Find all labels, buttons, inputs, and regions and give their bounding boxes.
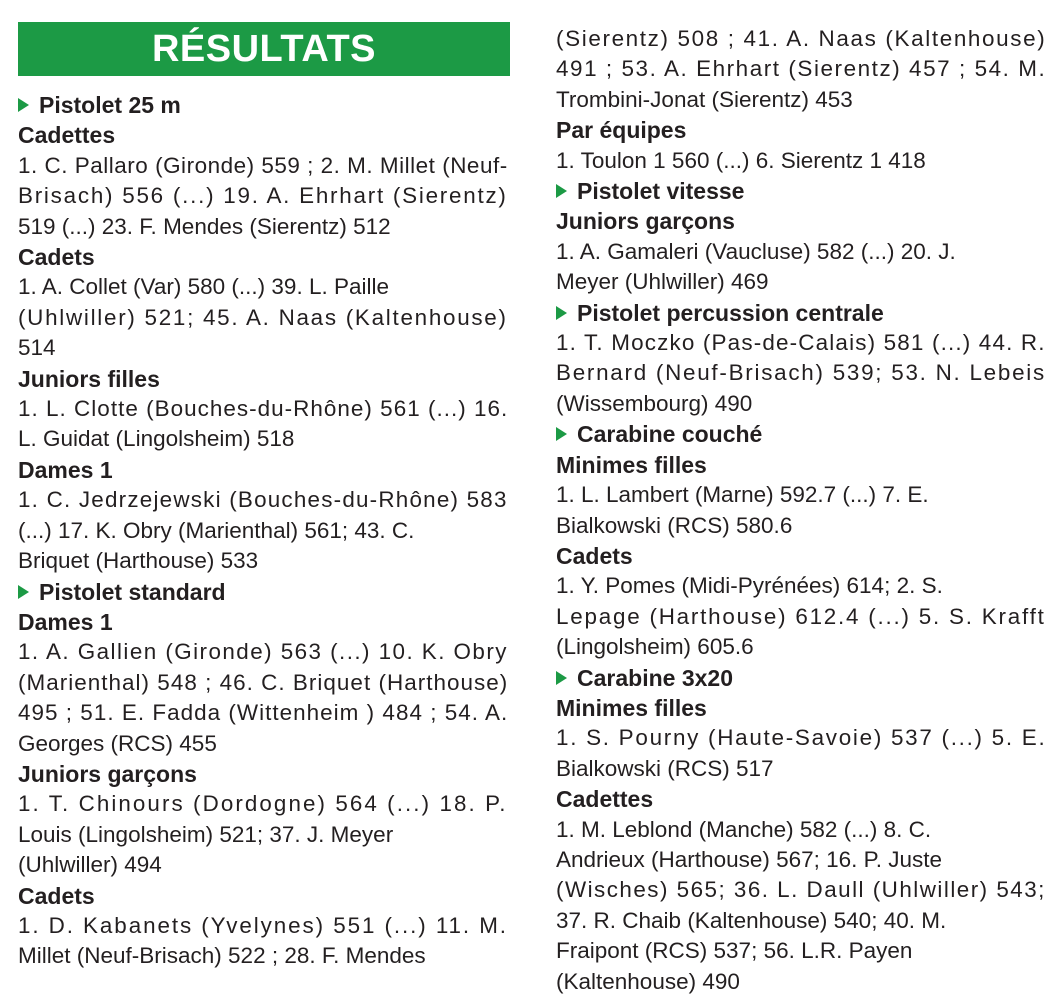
result-line: L. Guidat (Lingolsheim) 518	[18, 426, 295, 452]
event-heading-text: Carabine 3x20	[577, 664, 733, 691]
result-line: (Sierentz) 508 ; 41. A. Naas (Kaltenhouse)	[556, 26, 1047, 51]
result-line: (Wissembourg) 490	[556, 390, 753, 416]
category-heading: Cadettes	[18, 122, 116, 149]
result-line: 1. A. Collet (Var) 580 (...) 39. L. Paille	[18, 274, 389, 300]
result-line: 1. A. Gallien (Gironde) 563 (...) 10. K. Obry	[18, 639, 508, 665]
result-line: Briquet (Harthouse) 533	[18, 548, 259, 574]
result-line: Bialkowski (RCS) 580.6	[556, 512, 793, 538]
triangle-bullet-icon	[18, 585, 29, 599]
result-line: Brisach) 556 (...) 19. A. Ehrhart (Sierentz)	[18, 183, 508, 209]
category-heading: Cadets	[556, 542, 633, 569]
event-heading	[18, 90, 510, 120]
triangle-bullet-icon	[556, 184, 567, 198]
result-line: 1. Y. Pomes (Midi-Pyrénées) 614; 2. S.	[556, 573, 943, 599]
result-line: 519 (...) 23. F. Mendes (Sierentz) 512	[18, 213, 391, 239]
triangle-bullet-icon	[556, 427, 567, 441]
result-line: 514	[18, 335, 56, 361]
category-heading: Minimes filles	[556, 694, 707, 721]
result-line: Fraipont (RCS) 537; 56. L.R. Payen	[556, 938, 913, 964]
event-heading	[556, 419, 1048, 449]
result-line: 1. L. Clotte (Bouches-du-Rhône) 561 (...) 16.	[18, 396, 509, 422]
category-heading: Dames 1	[18, 456, 113, 483]
result-line: (...) 17. K. Obry (Marienthal) 561; 43. C.	[18, 517, 415, 543]
category-heading: Juniors garçons	[18, 760, 197, 787]
category-heading: Cadettes	[556, 786, 654, 813]
result-line: 491 ; 53. A. Ehrhart (Sierentz) 457 ; 54. M.	[556, 56, 1047, 82]
results-column-left	[18, 22, 510, 972]
result-line: (Wisches) 565; 36. L. Daull (Uhlwiller) 543;	[556, 877, 1046, 903]
category-heading: Par équipes	[556, 117, 687, 144]
triangle-bullet-icon	[556, 306, 567, 320]
result-line: (Kaltenhouse) 490	[556, 968, 740, 994]
result-line: Millet (Neuf-Brisach) 522 ; 28. F. Mendes	[18, 943, 426, 969]
event-heading-text: Pistolet percussion centrale	[577, 299, 884, 326]
event-heading	[18, 577, 510, 607]
result-line: 37. R. Chaib (Kaltenhouse) 540; 40. M.	[556, 907, 947, 933]
triangle-bullet-icon	[556, 671, 567, 685]
event-heading-text: Pistolet 25 m	[39, 92, 181, 118]
result-line: 1. C. Pallaro (Gironde) 559 ; 2. M. Millet (Neuf-	[18, 152, 508, 178]
result-line: 1. D. Kabanets (Yvelynes) 551 (...) 11. M.	[18, 912, 508, 938]
result-line: Georges (RCS) 455	[18, 730, 217, 756]
category-heading: Cadets	[18, 244, 95, 271]
left-column-body	[18, 90, 510, 972]
result-line: (Lingolsheim) 605.6	[556, 634, 754, 660]
result-line: 1. A. Gamaleri (Vaucluse) 582 (...) 20. J.	[556, 238, 956, 264]
right-column-body	[556, 24, 1048, 997]
result-line: (Marienthal) 548 ; 46. C. Briquet (Harthouse)	[18, 669, 509, 695]
result-line: (Uhlwiller) 494	[18, 852, 162, 878]
event-heading	[556, 663, 1048, 693]
event-heading-text: Carabine couché	[577, 421, 763, 448]
result-line: Bernard (Neuf-Brisach) 539; 53. N. Lebeis	[556, 360, 1046, 386]
result-line: 1. M. Leblond (Manche) 582 (...) 8. C.	[556, 816, 932, 842]
result-line: Louis (Lingolsheim) 521; 37. J. Meyer	[18, 821, 394, 847]
event-heading	[556, 176, 1048, 206]
triangle-bullet-icon	[18, 98, 29, 112]
result-line: Lepage (Harthouse) 612.4 (...) 5. S. Krafft	[556, 603, 1046, 629]
category-heading: Dames 1	[18, 608, 113, 635]
result-line: 1. Toulon 1 560 (...) 6. Sierentz 1 418	[556, 147, 926, 173]
result-line: 1. S. Pourny (Haute-Savoie) 537 (...) 5. E.	[556, 725, 1047, 751]
result-line: Andrieux (Harthouse) 567; 16. P. Juste	[556, 846, 943, 872]
result-line: 1. T. Moczko (Pas-de-Calais) 581 (...) 44. R.	[556, 330, 1046, 356]
event-heading	[556, 298, 1048, 328]
category-heading: Juniors filles	[18, 365, 160, 392]
category-heading: Minimes filles	[556, 451, 707, 478]
results-column-right	[556, 24, 1048, 997]
result-line: Meyer (Uhlwiller) 469	[556, 269, 769, 295]
event-heading-text: Pistolet vitesse	[577, 178, 745, 205]
event-heading-text: Pistolet standard	[39, 578, 226, 605]
result-line: Trombini-Jonat (Sierentz) 453	[556, 86, 853, 112]
result-line: 495 ; 51. E. Fadda (Wittenheim ) 484 ; 54. A.	[18, 700, 509, 726]
category-heading: Cadets	[18, 882, 95, 909]
results-banner	[18, 22, 510, 76]
banner-title: RÉSULTATS	[151, 27, 377, 70]
result-line: 1. T. Chinours (Dordogne) 564 (...) 18. P.	[18, 791, 508, 817]
result-line: 1. L. Lambert (Marne) 592.7 (...) 7. E.	[556, 482, 929, 508]
result-line: Bialkowski (RCS) 517	[556, 755, 774, 781]
result-line: (Uhlwiller) 521; 45. A. Naas (Kaltenhouse)	[18, 304, 508, 330]
result-line: 1. C. Jedrzejewski (Bouches-du-Rhône) 583	[18, 487, 508, 513]
category-heading: Juniors garçons	[556, 208, 735, 235]
